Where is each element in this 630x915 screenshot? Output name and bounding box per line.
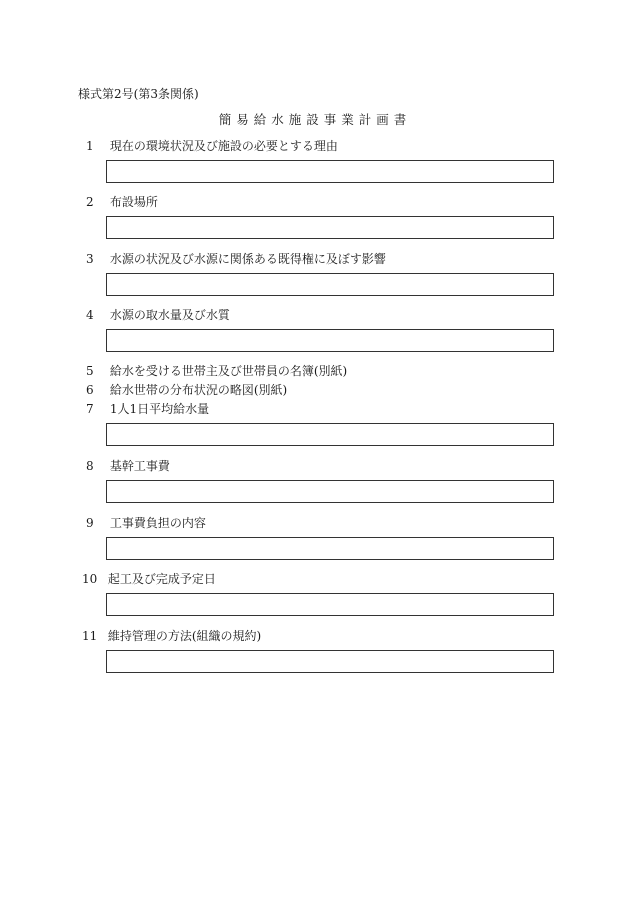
item-label: 水源の状況及び水源に関係ある既得権に及ぼす影響 xyxy=(109,252,386,266)
item-number: 5 xyxy=(86,364,94,378)
item-2 xyxy=(86,193,158,210)
item-label: 工事費負担の内容 xyxy=(109,516,206,530)
item-3 xyxy=(86,250,386,267)
item-label: 基幹工事費 xyxy=(109,459,170,473)
item-11-field[interactable] xyxy=(106,650,554,673)
item-number: 8 xyxy=(86,459,94,473)
item-number: 3 xyxy=(86,252,94,266)
item-1 xyxy=(86,137,338,154)
item-2-field[interactable] xyxy=(106,216,554,239)
item-label: 起工及び完成予定日 xyxy=(107,572,216,586)
item-4-field[interactable] xyxy=(106,329,554,352)
item-9 xyxy=(86,514,206,531)
item-3-field[interactable] xyxy=(106,273,554,296)
item-label: 給水を受ける世帯主及び世帯員の名簿(別紙) xyxy=(109,364,348,378)
item-number: 9 xyxy=(86,516,94,530)
item-10-field[interactable] xyxy=(106,593,554,616)
item-label: 水源の取水量及び水質 xyxy=(109,308,230,322)
item-10 xyxy=(82,570,216,587)
item-label: 布設場所 xyxy=(109,195,158,209)
item-number: 6 xyxy=(86,383,94,397)
form-id: 様式第2号(第3条関係) xyxy=(78,87,199,101)
item-6 xyxy=(86,381,287,398)
item-number: 4 xyxy=(86,308,94,322)
item-number: 2 xyxy=(86,195,94,209)
item-8-field[interactable] xyxy=(106,480,554,503)
item-11 xyxy=(82,627,262,644)
item-7 xyxy=(86,400,209,417)
item-label: 1人1日平均給水量 xyxy=(109,402,210,416)
item-7-field[interactable] xyxy=(106,423,554,446)
item-label: 維持管理の方法(組織の規約) xyxy=(107,629,262,643)
item-5 xyxy=(86,362,347,379)
item-label: 現在の環境状況及び施設の必要とする理由 xyxy=(109,139,338,153)
item-1-field[interactable] xyxy=(106,160,554,183)
item-8 xyxy=(86,457,170,474)
item-number: 1 xyxy=(86,139,94,153)
document-title: 簡易給水施設事業計画書 xyxy=(218,112,412,127)
item-4 xyxy=(86,306,230,323)
item-number: 10 xyxy=(82,572,98,586)
item-label: 給水世帯の分布状況の略図(別紙) xyxy=(109,383,288,397)
item-number: 7 xyxy=(86,402,94,416)
item-9-field[interactable] xyxy=(106,537,554,560)
item-number: 11 xyxy=(82,629,98,643)
